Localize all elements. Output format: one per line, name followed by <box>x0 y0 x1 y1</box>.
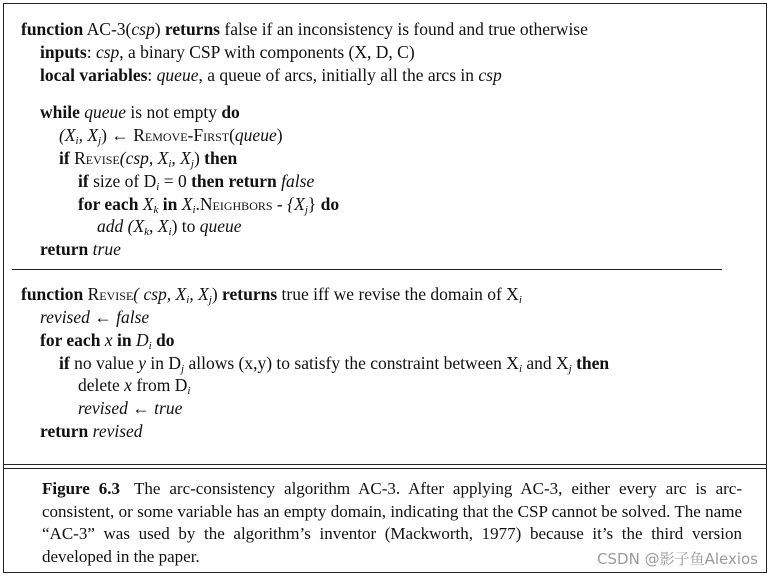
ac3-add <box>97 215 242 237</box>
subscript: j <box>208 294 212 306</box>
keyword-in: in <box>162 194 178 214</box>
subscript: j <box>181 363 185 375</box>
caption-divider-top <box>3 464 767 465</box>
keyword-in: in <box>116 330 132 350</box>
var: revised <box>78 398 128 418</box>
inputs-label: inputs <box>40 42 87 62</box>
keyword-do: do <box>320 194 340 214</box>
return-description: false if an inconsistency is found and true otherwise <box>224 19 588 39</box>
var: queue <box>234 125 277 145</box>
keyword-then: then <box>204 148 238 168</box>
var: queue <box>84 102 127 122</box>
keyword-then-return: then return <box>191 171 277 191</box>
revise-if-no-value <box>59 352 609 374</box>
ac3-if-size <box>78 170 314 192</box>
subscript: i <box>156 181 160 193</box>
var: revised <box>40 307 90 327</box>
var: , X <box>78 125 99 145</box>
keyword-return: return <box>40 421 89 441</box>
var: queue <box>156 65 199 85</box>
text: add (X <box>97 216 145 236</box>
keyword-if: if <box>59 353 70 373</box>
revise-header <box>21 283 522 305</box>
keyword-for-each: for each <box>78 194 139 214</box>
text: delete <box>78 375 120 395</box>
keyword-then: then <box>576 353 610 373</box>
text: no value <box>74 353 134 373</box>
figure-label: Figure 6.3 <box>42 479 121 498</box>
text: allows (x,y) to satisfy the constraint between X <box>188 353 519 373</box>
assign-arrow: ← <box>89 307 117 327</box>
var: x <box>124 375 132 395</box>
revise-delete <box>78 374 190 396</box>
subscript: i <box>75 135 79 147</box>
return-description: true iff we revise the domain of X <box>281 284 519 304</box>
ac3-while <box>40 101 240 123</box>
assign-arrow: ) ← <box>101 125 134 145</box>
subscript: i <box>168 158 172 170</box>
var: X <box>181 194 193 214</box>
var: , X <box>189 284 209 304</box>
keyword-for-each: for each <box>40 330 101 350</box>
value: true <box>92 239 121 259</box>
fn-remove-first: Remove-First <box>133 125 230 145</box>
watermark: CSDN @影子鱼Alexios <box>597 550 758 568</box>
param: csp <box>131 19 155 39</box>
text: from D <box>136 375 188 395</box>
args: ( csp, X <box>133 284 187 304</box>
paren: ) <box>211 284 218 304</box>
keyword-while: while <box>40 102 80 122</box>
args: (csp, X <box>119 148 169 168</box>
paren: ) <box>154 19 161 39</box>
var: csp <box>95 42 120 62</box>
var: X <box>142 194 154 214</box>
subscript: i <box>168 226 172 238</box>
caption-text: The arc-consistency algorithm AC-3. After applying AC-3, either every arc is arc-consistent, or some variable has an empty domain, indicating that the CSP cannot be solved. The name “AC-3” was used by the algorithm’s inventor (Mackworth, 1977) because it’s the third version developed in the paper. <box>42 479 742 566</box>
subscript: i <box>518 294 522 306</box>
value: false <box>281 171 315 191</box>
subscript: j <box>190 158 194 170</box>
var: csp <box>478 65 502 85</box>
function-name: AC-3( <box>86 19 132 39</box>
revise-return <box>40 420 143 442</box>
keyword-if: if <box>78 171 89 191</box>
revise-init <box>40 306 149 328</box>
revise-for-each <box>40 329 175 351</box>
colon: : <box>86 42 92 62</box>
assign-arrow: ← <box>127 398 155 418</box>
keyword-returns: returns <box>222 284 278 304</box>
value: revised <box>92 421 143 441</box>
var: (X <box>59 125 76 145</box>
ac3-remove <box>59 124 283 146</box>
text: is not empty <box>130 102 217 122</box>
subscript: i <box>518 363 522 375</box>
ac3-locals <box>40 64 502 86</box>
keyword-returns: returns <box>164 19 220 39</box>
var: D <box>135 330 149 350</box>
var: x <box>104 330 113 350</box>
keyword-function: function <box>21 19 84 39</box>
ac3-return <box>40 238 121 260</box>
keyword-do: do <box>156 330 175 350</box>
revise-set <box>78 397 182 419</box>
subscript: i <box>186 294 190 306</box>
fn-revise: Revise <box>74 148 120 168</box>
subscript: j <box>98 135 102 147</box>
keyword-if: if <box>59 148 70 168</box>
paren: ) <box>193 148 200 168</box>
colon: : <box>147 65 153 85</box>
keyword-return: return <box>40 239 89 259</box>
ac3-inputs <box>40 41 415 63</box>
ac3-header <box>21 18 588 40</box>
subscript: i <box>192 204 196 216</box>
var: , X <box>149 216 169 236</box>
subscript: i <box>148 340 152 352</box>
text: size of D <box>93 171 157 191</box>
subscript: j <box>568 363 572 375</box>
value: true <box>154 398 183 418</box>
ac3-for-each <box>78 193 339 215</box>
value: false <box>116 307 150 327</box>
brace: } <box>307 194 317 214</box>
var: , X <box>171 148 191 168</box>
keyword-function: function <box>21 284 84 304</box>
fn-neighbors: Neighbors <box>199 194 273 214</box>
paren: ) <box>276 125 283 145</box>
subscript: i <box>187 385 191 397</box>
var: queue <box>199 216 242 236</box>
caption-divider-bottom <box>3 468 767 469</box>
locals-label: local variables <box>40 65 148 85</box>
keyword-do: do <box>221 102 240 122</box>
paren: ( <box>229 125 235 145</box>
set: - {X <box>272 194 305 214</box>
locals-text: , a queue of arcs, initially all the arcs in <box>198 65 474 85</box>
text: in D <box>150 353 182 373</box>
fn-revise: Revise <box>87 284 134 304</box>
text: = 0 <box>159 171 187 191</box>
divider <box>12 269 722 270</box>
inputs-text: , a binary CSP with components (X, D, C) <box>119 42 415 62</box>
ac3-if-revise <box>59 147 237 169</box>
text: ) to <box>171 216 196 236</box>
dot: . <box>195 194 200 214</box>
text: and X <box>526 353 569 373</box>
subscript: k <box>153 204 159 216</box>
subscript: k <box>144 226 150 238</box>
var: y <box>138 353 147 373</box>
subscript: j <box>304 204 308 216</box>
